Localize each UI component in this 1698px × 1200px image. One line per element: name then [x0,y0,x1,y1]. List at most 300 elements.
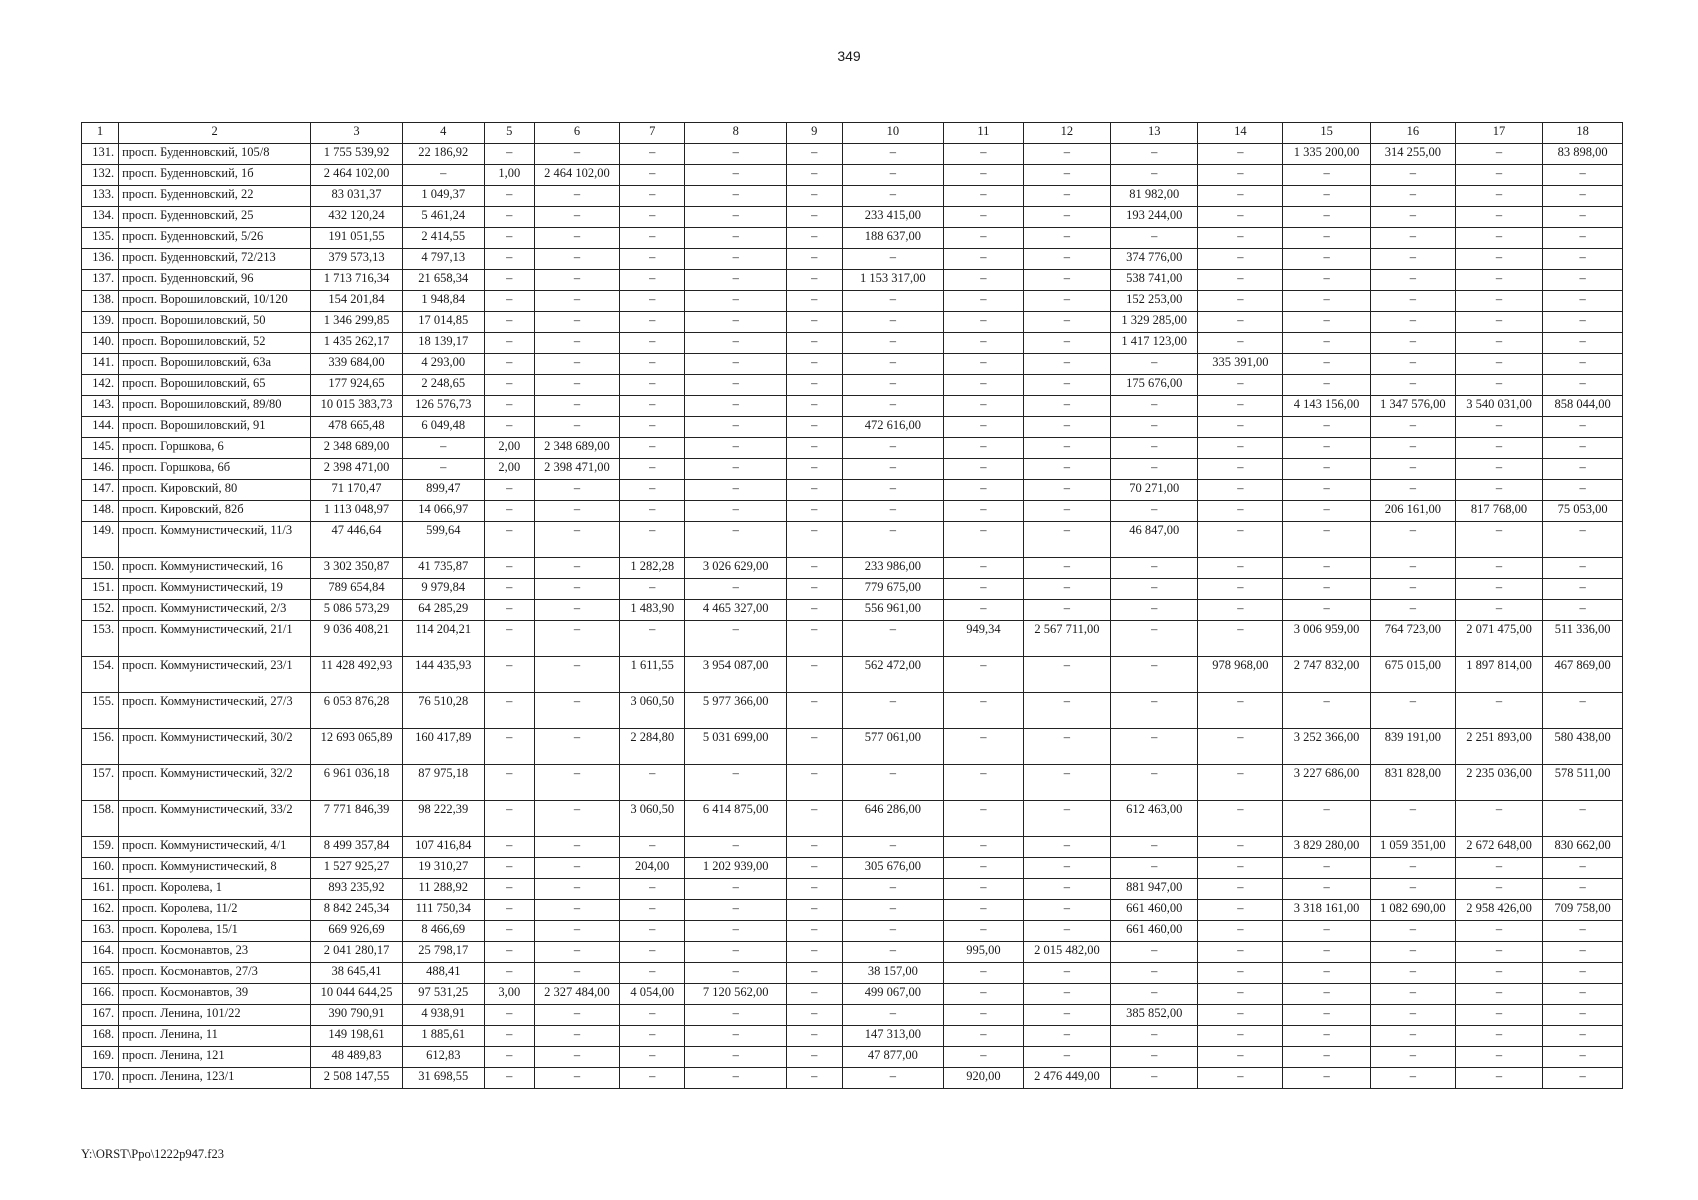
value-cell: 2 672 648,00 [1455,837,1542,858]
value-cell: – [1023,375,1110,396]
address-cell: просп. Горшкова, 6 [119,438,311,459]
value-cell: – [534,765,619,801]
value-cell: 21 658,34 [402,270,484,291]
value-cell: – [1111,438,1198,459]
value-cell: 2 235 036,00 [1455,765,1542,801]
column-number: 17 [1455,123,1542,144]
value-cell: – [1370,921,1455,942]
table-row [82,600,1623,621]
value-cell: – [484,921,534,942]
value-cell: – [1023,165,1110,186]
value-cell: – [534,144,619,165]
value-cell: – [1455,801,1542,837]
value-cell: – [620,765,685,801]
value-cell: 2 041 280,17 [311,942,403,963]
value-cell: – [1111,963,1198,984]
table-row [82,765,1623,801]
value-cell: – [842,375,943,396]
value-cell: 661 460,00 [1111,900,1198,921]
value-cell: 646 286,00 [842,801,943,837]
value-cell: – [685,333,786,354]
value-cell: – [1543,921,1623,942]
value-cell: – [685,480,786,501]
value-cell: – [534,963,619,984]
value-cell: – [534,375,619,396]
value-cell: 538 741,00 [1111,270,1198,291]
value-cell: – [620,1005,685,1026]
value-cell: – [1370,207,1455,228]
value-cell: 38 645,41 [311,963,403,984]
value-cell: – [1455,579,1542,600]
value-cell: – [944,921,1024,942]
value-cell: – [1455,984,1542,1005]
value-cell: – [1283,963,1370,984]
value-cell: – [842,921,943,942]
value-cell: 193 244,00 [1111,207,1198,228]
address-cell: просп. Буденновский, 25 [119,207,311,228]
value-cell: 709 758,00 [1543,900,1623,921]
value-cell: – [1455,879,1542,900]
value-cell: – [1283,1005,1370,1026]
value-cell: 2 567 711,00 [1023,621,1110,657]
value-cell: – [534,858,619,879]
value-cell: – [944,984,1024,1005]
value-cell: – [1198,333,1283,354]
value-cell: – [620,921,685,942]
column-number: 3 [311,123,403,144]
value-cell: 3 060,50 [620,693,685,729]
table-row [82,858,1623,879]
value-cell: 2 251 893,00 [1455,729,1542,765]
value-cell: – [1543,1026,1623,1047]
value-cell: – [1111,729,1198,765]
value-cell: – [534,837,619,858]
address-cell: просп. Буденновский, 5/26 [119,228,311,249]
value-cell: 9 036 408,21 [311,621,403,657]
table-row [82,144,1623,165]
value-cell: – [1455,165,1542,186]
table-row [82,963,1623,984]
value-cell: 995,00 [944,942,1024,963]
value-cell: – [944,900,1024,921]
value-cell: 2 071 475,00 [1455,621,1542,657]
table-row [82,1047,1623,1068]
value-cell: – [1023,858,1110,879]
value-cell: – [1370,333,1455,354]
value-cell: – [620,228,685,249]
value-cell: – [484,1047,534,1068]
value-cell: – [1543,333,1623,354]
value-cell: – [1543,459,1623,480]
value-cell: 4 797,13 [402,249,484,270]
value-cell: – [1370,249,1455,270]
table-row [82,579,1623,600]
value-cell: – [944,693,1024,729]
value-cell: – [786,291,842,312]
value-cell: – [1455,858,1542,879]
value-cell: – [786,228,842,249]
value-cell: 48 489,83 [311,1047,403,1068]
value-cell: 374 776,00 [1111,249,1198,270]
value-cell: – [786,693,842,729]
value-cell: – [620,1026,685,1047]
value-cell: – [620,144,685,165]
value-cell: – [685,186,786,207]
value-cell: 817 768,00 [1455,501,1542,522]
value-cell: – [484,480,534,501]
value-cell: – [1543,600,1623,621]
value-cell: 1 153 317,00 [842,270,943,291]
value-cell: 2 327 484,00 [534,984,619,1005]
value-cell: – [484,765,534,801]
value-cell: – [402,459,484,480]
row-number: 165. [82,963,119,984]
value-cell: – [620,942,685,963]
value-cell: 3 318 161,00 [1283,900,1370,921]
value-cell: 6 961 036,18 [311,765,403,801]
value-cell: – [1283,354,1370,375]
value-cell: 47 877,00 [842,1047,943,1068]
value-cell: – [1111,600,1198,621]
value-cell: 1 885,61 [402,1026,484,1047]
value-cell: – [1283,858,1370,879]
value-cell: – [1455,480,1542,501]
value-cell: – [944,1005,1024,1026]
table-row [82,207,1623,228]
table-row [82,417,1623,438]
value-cell: – [685,1005,786,1026]
value-cell: 2 958 426,00 [1455,900,1542,921]
value-cell: – [944,858,1024,879]
value-cell: – [484,621,534,657]
value-cell: – [620,417,685,438]
value-cell: – [620,459,685,480]
value-cell: – [786,858,842,879]
value-cell: – [620,291,685,312]
value-cell: 2 248,65 [402,375,484,396]
value-cell: – [1283,801,1370,837]
table-row [82,354,1623,375]
address-cell: просп. Ворошиловский, 65 [119,375,311,396]
value-cell: – [1198,438,1283,459]
address-cell: просп. Коммунистический, 11/3 [119,522,311,558]
value-cell: – [1198,480,1283,501]
value-cell: – [1455,270,1542,291]
value-cell: – [842,144,943,165]
value-cell: – [620,333,685,354]
file-path-footer: Y:\ORST\Ppo\1222p947.f23 [81,1147,224,1161]
column-number: 13 [1111,123,1198,144]
value-cell: 144 435,93 [402,657,484,693]
value-cell: – [1283,228,1370,249]
value-cell: – [1198,879,1283,900]
value-cell: 8 466,69 [402,921,484,942]
table-row [82,228,1623,249]
value-cell: – [685,144,786,165]
column-number: 16 [1370,123,1455,144]
value-cell: – [842,459,943,480]
row-number: 139. [82,312,119,333]
row-number: 159. [82,837,119,858]
value-cell: – [1283,501,1370,522]
value-cell: – [1111,558,1198,579]
value-cell: – [786,480,842,501]
value-cell: – [1023,270,1110,291]
value-cell: – [1455,417,1542,438]
value-cell: 831 828,00 [1370,765,1455,801]
value-cell: – [534,1005,619,1026]
address-cell: просп. Коммунистический, 23/1 [119,657,311,693]
value-cell: 1 948,84 [402,291,484,312]
value-cell: – [484,333,534,354]
value-cell: 1 346 299,85 [311,312,403,333]
value-cell: – [786,900,842,921]
value-cell: – [944,837,1024,858]
table-row [82,438,1623,459]
value-cell: 1 082 690,00 [1370,900,1455,921]
address-cell: просп. Коммунистический, 8 [119,858,311,879]
value-cell: – [786,165,842,186]
column-number: 11 [944,123,1024,144]
value-cell: – [484,249,534,270]
value-cell: 499 067,00 [842,984,943,1005]
value-cell: – [1023,480,1110,501]
value-cell: 3 540 031,00 [1455,396,1542,417]
value-cell: – [1283,165,1370,186]
value-cell: – [842,522,943,558]
value-cell: – [620,579,685,600]
value-cell: – [1198,501,1283,522]
table-row [82,312,1623,333]
value-cell: – [484,729,534,765]
value-cell: – [1455,207,1542,228]
value-cell: – [1543,1047,1623,1068]
address-cell: просп. Коммунистический, 21/1 [119,621,311,657]
row-number: 163. [82,921,119,942]
value-cell: – [944,657,1024,693]
value-cell: – [1543,801,1623,837]
value-cell: – [842,438,943,459]
value-cell: – [1111,579,1198,600]
value-cell: – [620,396,685,417]
value-cell: – [1283,921,1370,942]
table-row [82,942,1623,963]
value-cell: 12 693 065,89 [311,729,403,765]
value-cell: – [944,765,1024,801]
value-cell: – [1023,600,1110,621]
value-cell: – [786,657,842,693]
value-cell: – [1198,522,1283,558]
value-cell: – [534,249,619,270]
value-cell: 4 293,00 [402,354,484,375]
value-cell: – [1543,312,1623,333]
value-cell: – [1283,186,1370,207]
value-cell: – [620,501,685,522]
value-cell: 580 438,00 [1543,729,1623,765]
table-row [82,693,1623,729]
value-cell: 9 979,84 [402,579,484,600]
value-cell: – [1543,1068,1623,1089]
value-cell: – [1111,144,1198,165]
value-cell: – [1455,600,1542,621]
value-cell: – [1543,579,1623,600]
value-cell: – [1111,228,1198,249]
value-cell: – [1370,942,1455,963]
value-cell: – [1023,207,1110,228]
value-cell: – [484,1005,534,1026]
value-cell: 1 527 925,27 [311,858,403,879]
value-cell: – [944,207,1024,228]
value-cell: – [1111,984,1198,1005]
value-cell: – [1370,228,1455,249]
value-cell: – [620,1068,685,1089]
value-cell: – [1455,1047,1542,1068]
value-cell: – [1198,858,1283,879]
value-cell: – [620,522,685,558]
value-cell: – [1543,291,1623,312]
value-cell: 314 255,00 [1370,144,1455,165]
value-cell: 6 053 876,28 [311,693,403,729]
value-cell: – [944,249,1024,270]
value-cell: 1 435 262,17 [311,333,403,354]
value-cell: – [1111,858,1198,879]
value-cell: – [944,600,1024,621]
row-number: 141. [82,354,119,375]
value-cell: – [1023,438,1110,459]
address-cell: просп. Ленина, 121 [119,1047,311,1068]
value-cell: – [1543,522,1623,558]
value-cell: – [1543,249,1623,270]
value-cell: – [1198,558,1283,579]
value-cell: – [1283,558,1370,579]
value-cell: – [484,417,534,438]
value-cell: – [944,165,1024,186]
value-cell: – [1111,837,1198,858]
value-cell: 31 698,55 [402,1068,484,1089]
value-cell: – [1198,900,1283,921]
value-cell: – [842,333,943,354]
value-cell: 379 573,13 [311,249,403,270]
address-cell: просп. Ворошиловский, 10/120 [119,291,311,312]
value-cell: – [786,963,842,984]
value-cell: – [685,501,786,522]
value-cell: – [534,1026,619,1047]
value-cell: – [484,900,534,921]
table-row [82,729,1623,765]
value-cell: – [786,921,842,942]
value-cell: – [786,837,842,858]
value-cell: – [685,375,786,396]
value-cell: 3 829 280,00 [1283,837,1370,858]
value-cell: – [620,207,685,228]
value-cell: 7 120 562,00 [685,984,786,1005]
address-cell: просп. Коммунистический, 27/3 [119,693,311,729]
value-cell: – [786,1026,842,1047]
row-number: 154. [82,657,119,693]
value-cell: 4 054,00 [620,984,685,1005]
value-cell: 2,00 [484,459,534,480]
value-cell: – [534,228,619,249]
value-cell: – [1198,228,1283,249]
value-cell: 556 961,00 [842,600,943,621]
value-cell: – [534,693,619,729]
value-cell: – [842,249,943,270]
value-cell: – [620,963,685,984]
value-cell: 578 511,00 [1543,765,1623,801]
address-cell: просп. Ворошиловский, 50 [119,312,311,333]
value-cell: – [1198,417,1283,438]
value-cell: – [1283,1047,1370,1068]
value-cell: 1 113 048,97 [311,501,403,522]
value-cell: – [1198,1068,1283,1089]
table-row [82,291,1623,312]
value-cell: – [685,207,786,228]
value-cell: 2 284,80 [620,729,685,765]
row-number: 160. [82,858,119,879]
value-cell: – [1543,480,1623,501]
value-cell: 467 869,00 [1543,657,1623,693]
column-number: 10 [842,123,943,144]
value-cell: 1,00 [484,165,534,186]
value-cell: 2 398 471,00 [311,459,403,480]
value-cell: – [685,579,786,600]
value-cell: – [1370,1047,1455,1068]
value-cell: 661 460,00 [1111,921,1198,942]
value-cell: – [1370,438,1455,459]
value-cell: – [1283,312,1370,333]
value-cell: – [685,900,786,921]
value-cell: 390 790,91 [311,1005,403,1026]
column-number: 12 [1023,123,1110,144]
value-cell: – [944,579,1024,600]
column-number: 8 [685,123,786,144]
row-number: 143. [82,396,119,417]
value-cell: – [1023,522,1110,558]
value-cell: 152 253,00 [1111,291,1198,312]
table-row [82,921,1623,942]
value-cell: – [620,900,685,921]
value-cell: – [944,396,1024,417]
row-number: 132. [82,165,119,186]
value-cell: – [620,480,685,501]
value-cell: – [1283,438,1370,459]
value-cell: – [685,765,786,801]
value-cell: 5 086 573,29 [311,600,403,621]
value-cell: – [484,942,534,963]
value-cell: – [1023,801,1110,837]
value-cell: – [1543,693,1623,729]
value-cell: – [1283,207,1370,228]
value-cell: – [786,354,842,375]
value-cell: – [1198,312,1283,333]
row-number: 135. [82,228,119,249]
value-cell: – [944,312,1024,333]
value-cell: – [1455,438,1542,459]
value-cell: – [1111,693,1198,729]
value-cell: – [1198,984,1283,1005]
value-cell: – [1543,354,1623,375]
value-cell: 6 049,48 [402,417,484,438]
value-cell: – [786,333,842,354]
value-cell: 1 202 939,00 [685,858,786,879]
value-cell: – [944,558,1024,579]
value-cell: 126 576,73 [402,396,484,417]
address-cell: просп. Ворошиловский, 63а [119,354,311,375]
value-cell: – [685,165,786,186]
table-row [82,657,1623,693]
column-number: 7 [620,123,685,144]
value-cell: – [620,879,685,900]
